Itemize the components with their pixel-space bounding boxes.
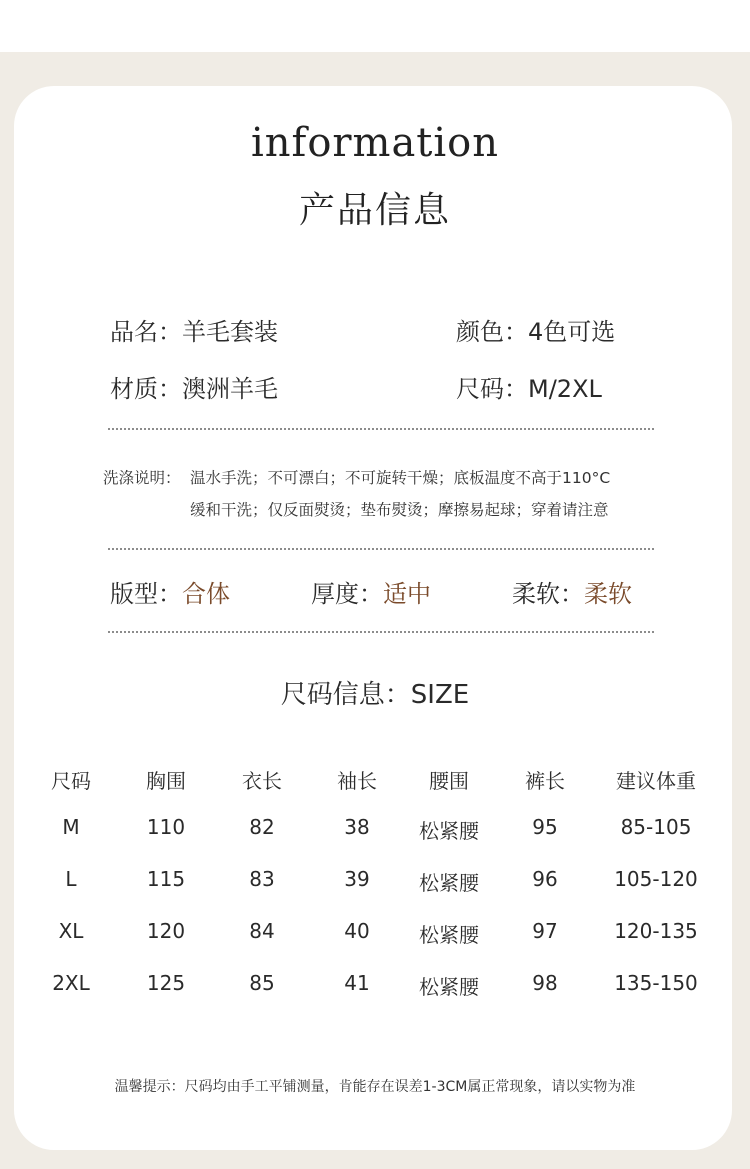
attribute-value: 柔软 — [584, 580, 632, 608]
table-cell: 110 — [146, 815, 186, 839]
footnote: 温馨提示：尺码均由手工平铺测量，肯能存在误差1-3CM属正常现象，请以实物为准 — [114, 1079, 636, 1095]
table-cell: 120-135 — [614, 919, 698, 943]
table-header-cell: 尺码 — [51, 769, 91, 793]
divider-dotted — [108, 548, 654, 550]
table-cell: 松紧腰 — [419, 819, 479, 843]
washing-label: 洗涤说明： — [103, 469, 181, 487]
table-header-cell: 建议体重 — [616, 769, 696, 793]
table-cell: 125 — [146, 971, 186, 995]
size-info-title: 尺码信息：SIZE — [280, 680, 470, 710]
table-header-cell: 裤长 — [525, 769, 565, 793]
attribute-fit — [110, 574, 230, 609]
table-cell: 98 — [532, 971, 558, 995]
table-cell: 83 — [249, 867, 275, 891]
product-color-row — [456, 312, 615, 347]
divider-dotted — [108, 631, 654, 633]
table-header-cell: 袖长 — [337, 769, 377, 793]
attribute-label: 厚度： — [311, 580, 383, 608]
table-cell: L — [65, 867, 77, 891]
table-cell: 96 — [532, 867, 558, 891]
table-cell: 120 — [146, 919, 186, 943]
product-color-label: 颜色： — [456, 318, 528, 346]
table-cell: 39 — [344, 867, 370, 891]
attribute-value: 适中 — [383, 580, 431, 608]
product-material-row — [110, 369, 278, 404]
washing-line-1: 温水手洗；不可漂白；不可旋转干燥；底板温度不高于110°C — [190, 469, 611, 487]
table-header-cell: 衣长 — [242, 769, 282, 793]
product-color-value: 4色可选 — [528, 318, 616, 346]
product-size-label: 尺码： — [456, 375, 528, 403]
attribute-label: 版型： — [110, 580, 182, 608]
product-size-value: M/2XL — [528, 375, 602, 403]
attribute-value: 合体 — [182, 580, 230, 608]
product-name-row — [110, 312, 278, 347]
attribute-label: 柔软： — [512, 580, 584, 608]
table-header-cell: 胸围 — [146, 769, 186, 793]
table-cell: 135-150 — [614, 971, 698, 995]
table-cell: 松紧腰 — [419, 871, 479, 895]
table-cell: 85 — [249, 971, 275, 995]
table-cell: 95 — [532, 815, 558, 839]
title-english: information — [250, 120, 500, 166]
table-cell: 82 — [249, 815, 275, 839]
table-cell: 松紧腰 — [419, 975, 479, 999]
product-name-value: 羊毛套装 — [182, 318, 278, 346]
attribute-softness — [512, 574, 632, 609]
table-cell: 41 — [344, 971, 370, 995]
table-cell: 松紧腰 — [419, 923, 479, 947]
product-material-label: 材质： — [110, 375, 182, 403]
table-cell: 2XL — [52, 971, 90, 995]
attribute-thickness — [311, 574, 431, 609]
table-cell: 97 — [532, 919, 558, 943]
product-material-value: 澳洲羊毛 — [182, 375, 278, 403]
table-cell: 85-105 — [620, 815, 692, 839]
table-cell: M — [62, 815, 80, 839]
title-chinese: 产品信息 — [298, 190, 451, 231]
table-cell: 40 — [344, 919, 370, 943]
divider-dotted — [108, 428, 654, 430]
table-cell: 105-120 — [614, 867, 698, 891]
table-cell: XL — [58, 919, 84, 943]
product-name-label: 品名： — [110, 318, 182, 346]
washing-line-2: 缓和干洗；仅反面熨烫；垫布熨烫；摩擦易起球；穿着请注意 — [190, 501, 609, 519]
table-header-cell: 腰围 — [429, 769, 469, 793]
table-cell: 38 — [344, 815, 370, 839]
table-cell: 115 — [146, 867, 186, 891]
table-cell: 84 — [249, 919, 275, 943]
product-size-row — [456, 369, 602, 404]
